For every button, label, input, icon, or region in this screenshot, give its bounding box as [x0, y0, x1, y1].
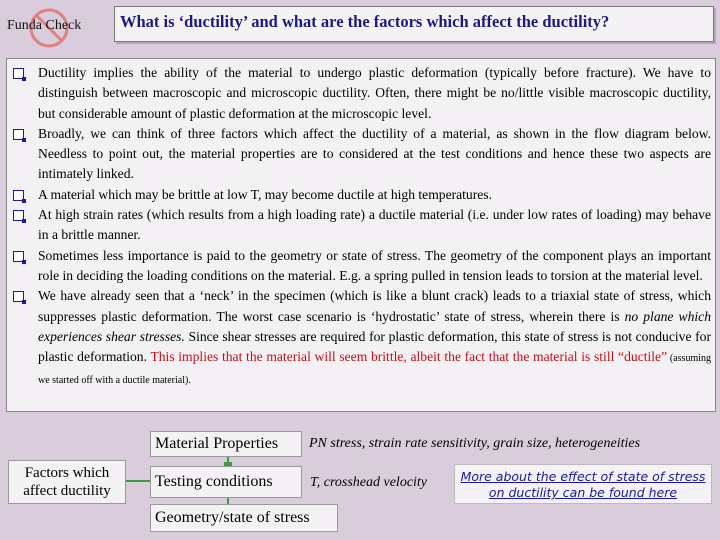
bullet-item: Ductility implies the ability of the material to undergo plastic deformation (typically before fracture). We have to distinguish between macroscopic and microscopic ductility. Often, there might be no/little visible macroscopic ductility, but considerable amount of plastic deformation at the microscopic level. — [7, 63, 713, 124]
bullet-item: Sometimes less importance is paid to the geometry or state of stress. The geometry of the component plays an important role in deciding the loading conditions on the material. E.g. a spring pulled in tension leads to torsion at the material level. — [7, 246, 713, 287]
more-info-link[interactable]: More about the effect of state of stress on ductility can be found here — [454, 464, 712, 504]
node-material-properties: Material Properties — [150, 431, 302, 457]
root-node-factors: Factors which affect ductility — [8, 460, 126, 504]
node-geometry-state-of-stress: Geometry/state of stress — [150, 504, 338, 532]
bullet-item: Broadly, we can think of three factors which affect the ductility of a material, as shown in the flow diagram below. Needless to point out, the material properties are to considered at the test conditions and hence these two aspects are intimately linked. — [7, 124, 713, 185]
page-title: What is ‘ductility’ and what are the factors which affect the ductility? — [120, 12, 610, 31]
material-properties-description: PN stress, strain rate sensitivity, grain size, heterogeneities — [309, 436, 641, 451]
badge-label: Funda Check — [7, 18, 82, 33]
bullet-item: At high strain rates (which results from a high loading rate) a ductile material (i.e. under low rates of loading) may behave in a brittle manner. — [7, 205, 713, 246]
bullet-item: We have already seen that a ‘neck’ in the specimen (which is like a blunt crack) leads to a triaxial state of stress, which suppresses plastic deformation. The worst case scenario is ‘hydrostatic’ state of stress, wherein there is no plane which experiences shear stresses. Since shear stresses are required for plastic deformation, this state of stress is not conducive for plastic deformation. This implies that the material will seem brittle, albeit the fact that the material is still “ductile” (assuming we started off with a ductile material). — [7, 286, 713, 391]
bullet-item: A material which may be brittle at low T, may become ductile at high temperatures. — [7, 185, 713, 205]
testing-conditions-description: T, crosshead velocity — [310, 475, 428, 490]
node-testing-conditions: Testing conditions — [150, 466, 302, 498]
